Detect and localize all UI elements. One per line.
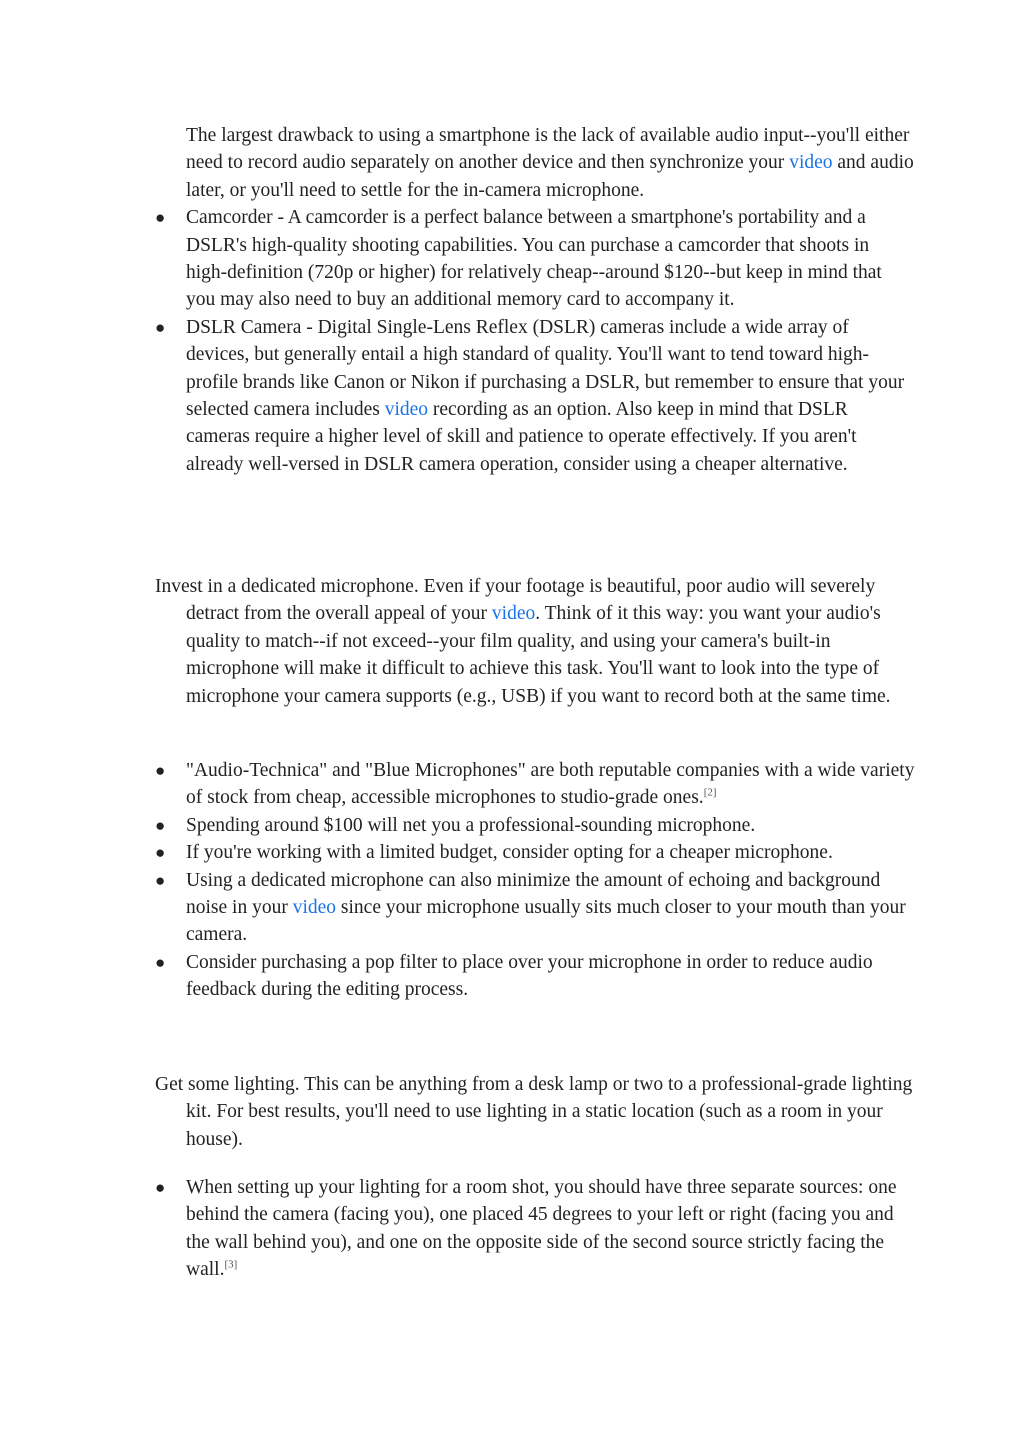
lighting-bullet-block (155, 1174, 915, 1284)
list-item-text: DSLR Camera - Digital Single-Lens Reflex (DSLR) cameras include a wide array of devices, but generally entail a high standard of quality. You'll want to tend toward high-profile brands like Canon or Nikon if purchasing a DSLR, but remember to ensure that your selected camera includes (186, 316, 905, 421)
list-item (155, 1174, 915, 1284)
list-item (155, 812, 915, 839)
list-item-text: Spending around $100 will net you a professional-sounding microphone. (186, 814, 756, 836)
list-item (155, 867, 915, 949)
list-item-text: When setting up your lighting for a room shot, you should have three separate sources: one behind the camera (facing you), one placed 45 degrees to your left or right (facing you and the wall behind you), and one on the opposite side of the second source strictly facing the wall. (186, 1177, 897, 1281)
camera-bullet-list (155, 204, 915, 478)
bullet-icon: ● (155, 843, 166, 863)
list-item (155, 204, 915, 314)
video-link[interactable]: video (384, 399, 429, 421)
bullet-icon: ● (155, 870, 166, 890)
video-link[interactable]: video (292, 897, 337, 919)
bullet-icon: ● (155, 815, 166, 835)
list-item-text: If you're working with a limited budget, consider opting for a cheaper microphone. (186, 842, 833, 864)
paragraph-text: . Think of it this way: you want your audio's quality to match--if not exceed--your film quality, and using your camera's built-in microphone will make it difficult to achieve this task. You'll want to look into the type of microphone your camera supports (e.g., USB) if you want to record both at the same time. (186, 603, 891, 707)
citation-ref[interactable]: [2] (703, 786, 717, 799)
list-item-text: Camcorder - A camcorder is a perfect balance between a smartphone's portability and a DSLR's high-quality shooting capabilities. You can purchase a camcorder that shoots in high-definition (720p or higher) for relatively cheap--around $120--but keep in mind that you may also need to buy an additional memory card to accompany it. (186, 207, 882, 311)
bullet-icon: ● (155, 761, 166, 780)
list-item-text: since your microphone usually sits much closer to your mouth than your camera. (186, 897, 906, 946)
lighting-bullet-list (155, 1174, 915, 1284)
lighting-intro-paragraph (155, 1071, 915, 1153)
paragraph-text: Invest in a dedicated microphone. Even if your footage is beautiful, poor audio will severely detract from the overall appeal of your (155, 576, 876, 625)
section-lighting (155, 1071, 915, 1153)
section-camera-options (155, 122, 915, 478)
list-item (155, 839, 915, 866)
video-link[interactable]: video (789, 152, 833, 174)
bullet-icon: ● (155, 208, 166, 228)
citation-ref[interactable]: [3] (224, 1258, 238, 1271)
microphone-bullet-list (155, 757, 915, 1004)
list-item (155, 949, 915, 1004)
list-item-text: "Audio-Technica" and "Blue Microphones" are both reputable companies with a wide variety of stock from cheap, accessible microphones to studio-grade ones. (186, 760, 915, 809)
paragraph-text: Get some lighting. This can be anything from a desk lamp or two to a professional-grade lighting kit. For best results, you'll need to use lighting in a static location (such as a room in your house). (155, 1074, 913, 1150)
list-item (155, 314, 915, 478)
bullet-icon: ● (155, 317, 166, 337)
list-item-text: recording as an option. Also keep in mind that DSLR cameras require a higher level of skill and patience to operate effectively. If you aren't already well-versed in DSLR camera operation, consider using a cheaper alternative. (186, 399, 857, 475)
smartphone-continuation-paragraph (155, 122, 915, 204)
microphone-intro-paragraph (155, 573, 915, 710)
list-item-text: Using a dedicated microphone can also minimize the amount of echoing and background noise in your (186, 869, 881, 919)
video-link[interactable]: video (491, 603, 536, 625)
list-item (155, 757, 915, 812)
microphone-bullet-block (155, 757, 915, 1004)
bullet-icon: ● (155, 952, 166, 972)
paragraph-text: and audio later, or you'll need to settle for the in-camera microphone. (186, 152, 914, 201)
list-item-text: Consider purchasing a pop filter to place over your microphone in order to reduce audio feedback during the editing process. (186, 951, 873, 1001)
bullet-icon: ● (155, 1178, 166, 1197)
section-microphone (155, 573, 915, 710)
paragraph-text: The largest drawback to using a smartphone is the lack of available audio input--you'll either need to record audio separately on another device and then synchronize your (186, 125, 910, 174)
